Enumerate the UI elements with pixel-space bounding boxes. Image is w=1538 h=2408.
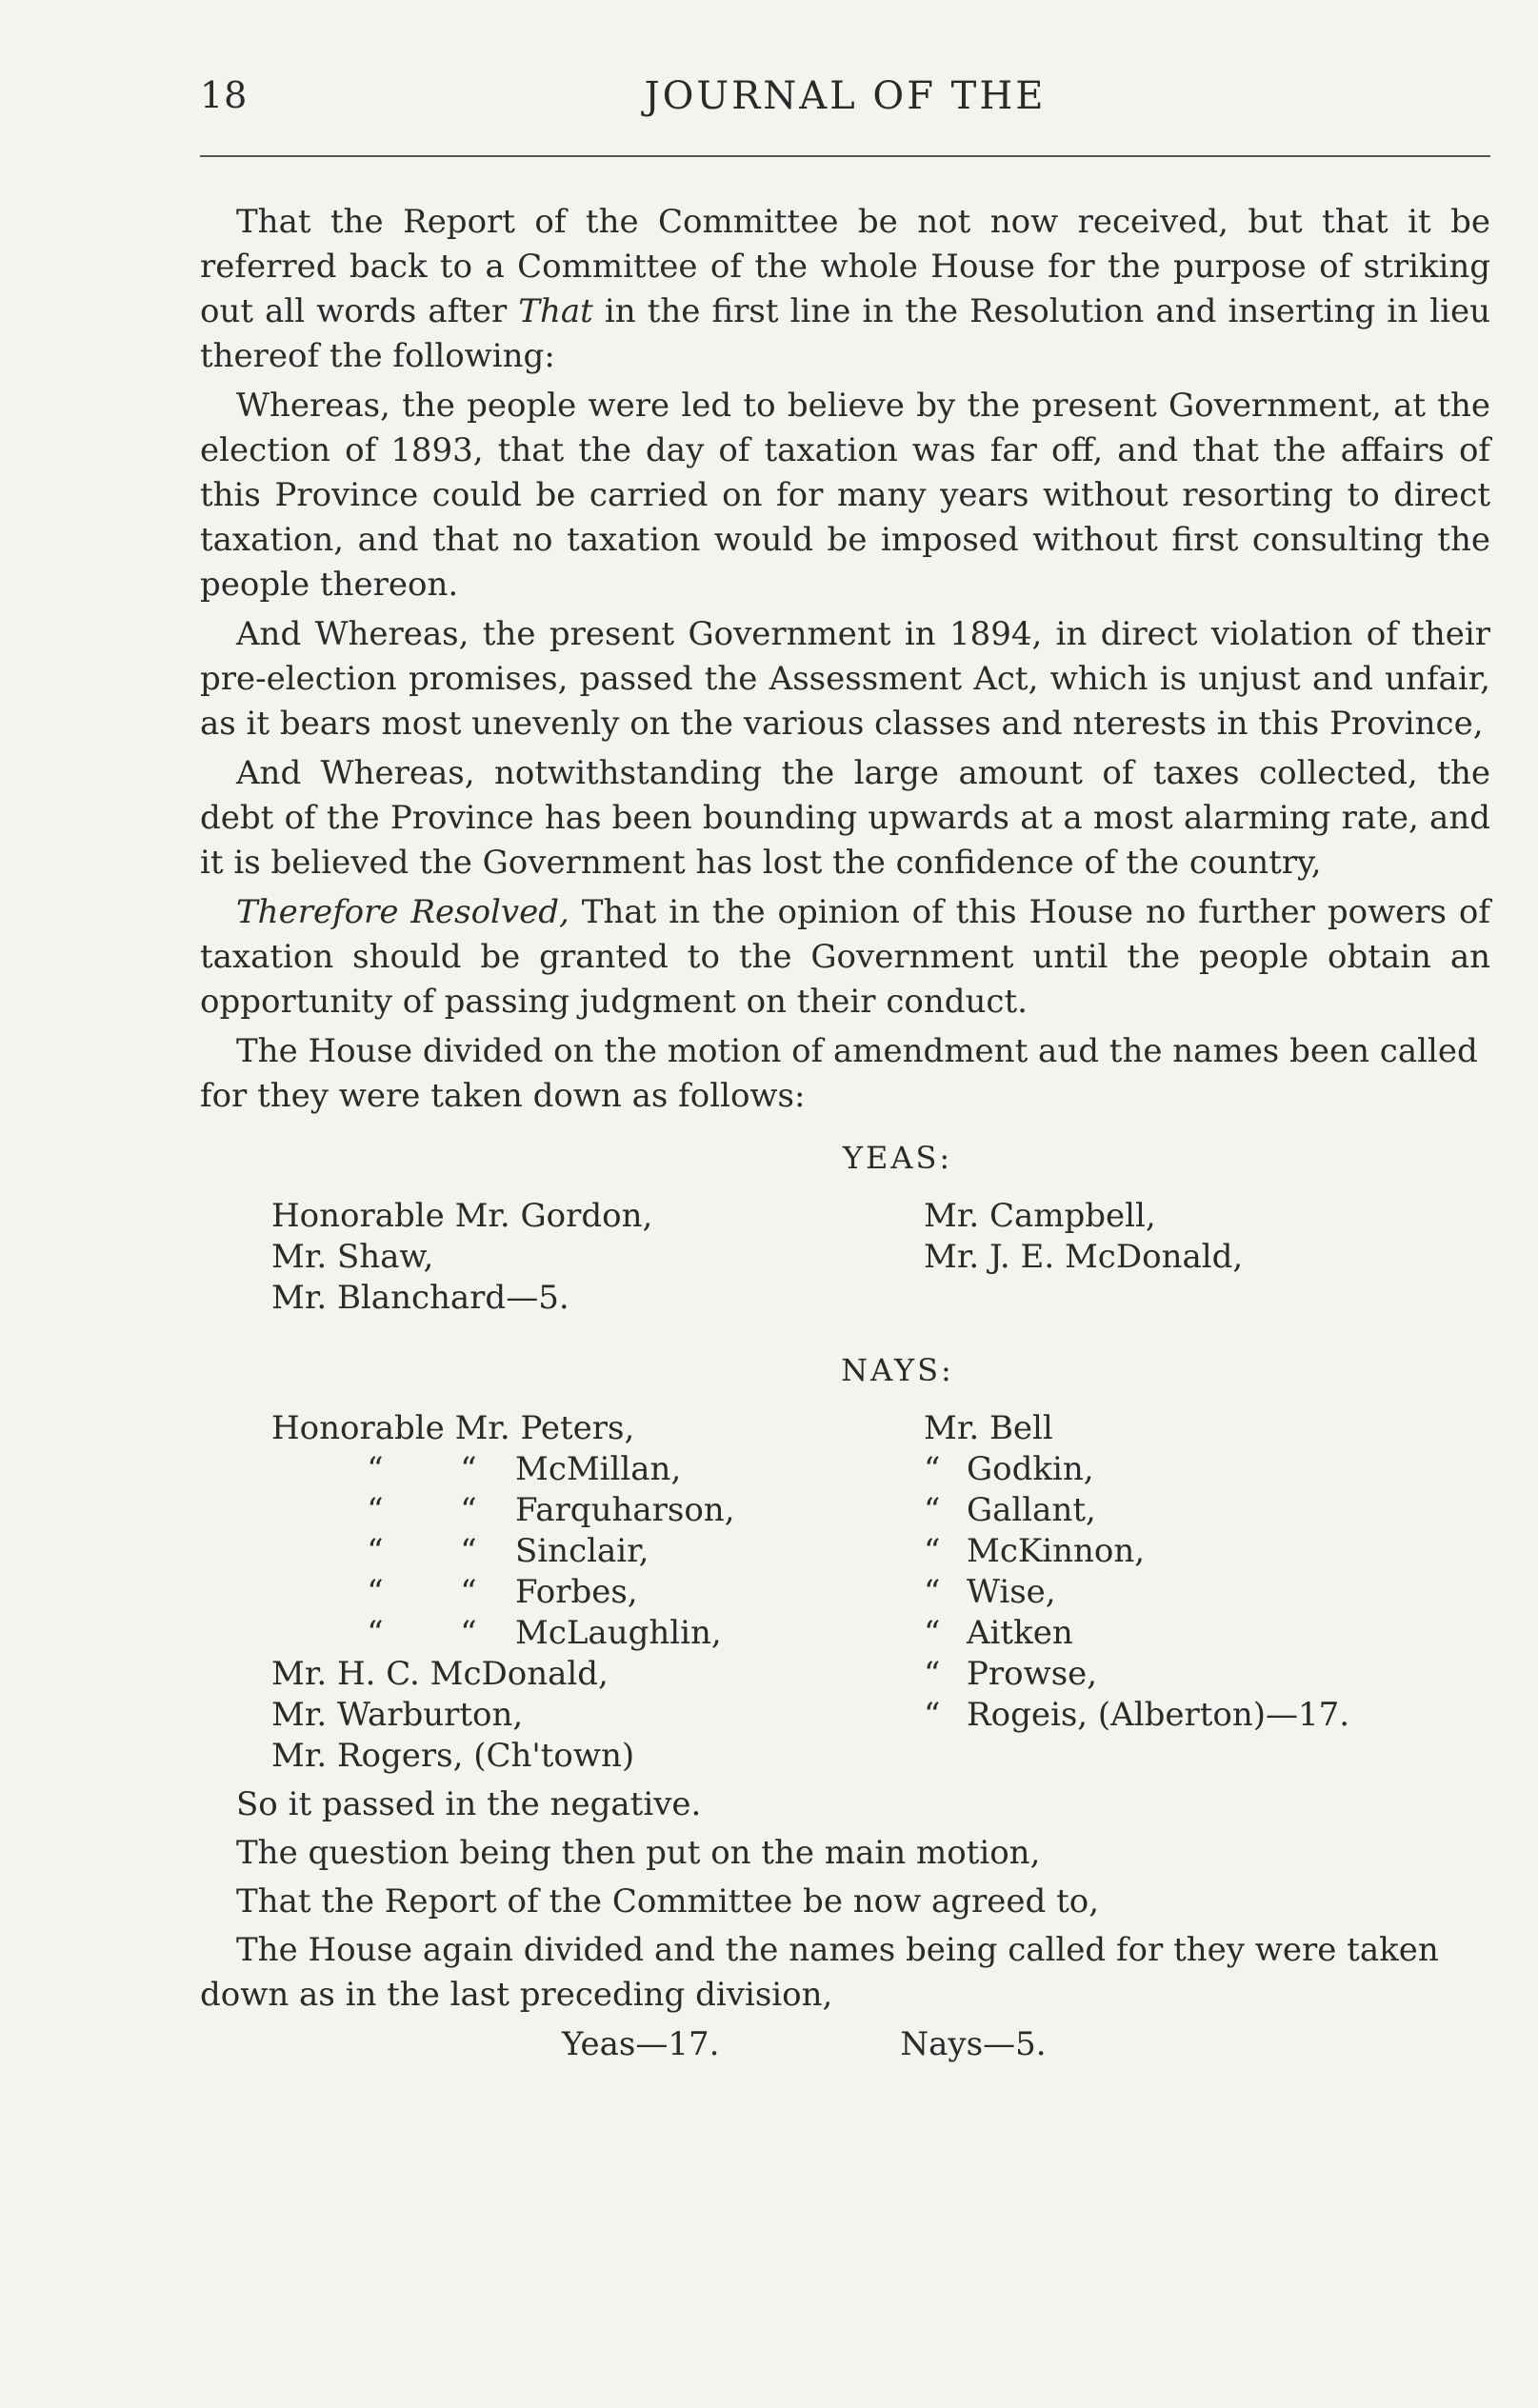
- closing-line-4: The House again divided and the names being called for they were taken down as in the last preceding division,: [200, 1931, 1439, 2014]
- ditto-mark: “: [460, 1573, 477, 1611]
- member-name: Mr. Rogers, (Ch'town): [271, 1737, 635, 1775]
- ditto-mark: “: [460, 1491, 477, 1529]
- member-name: Mr. Blanchard—5.: [271, 1279, 569, 1317]
- member-line: [924, 1488, 1349, 1529]
- member-name: Mr. Shaw,: [271, 1238, 434, 1276]
- paragraph-whereas-3: And Whereas, notwithstanding the large amount of taxes collected, the debt of the Province has been bounding upwards at a most alarming rate, and it is believed the Government has lost the confidence of the country,: [200, 754, 1490, 882]
- member-name: Prowse,: [967, 1655, 1098, 1693]
- member-line: [271, 1488, 735, 1529]
- member-name: Honorable Mr. Peters,: [271, 1409, 635, 1447]
- yeas-right-column: [924, 1194, 1243, 1276]
- member-name: McLaughlin,: [515, 1614, 722, 1652]
- ditto-mark: “: [924, 1655, 941, 1693]
- paragraph-amendment: [200, 200, 1490, 379]
- nays-total: Nays—5.: [900, 2025, 1047, 2063]
- nays-heading: NAYS:: [841, 1352, 954, 1388]
- ditto-mark: “: [924, 1491, 941, 1529]
- member-name: Gallant,: [967, 1491, 1096, 1529]
- paragraph-whereas-2: And Whereas, the present Government in 1894, in direct violation of their pre-election promises, passed the Assessment Act, which is unjust and unfair, as it bears most unevenly on the various classes and nterests in this Province,: [200, 615, 1490, 743]
- member-line: [924, 1652, 1349, 1693]
- member-name: Mr. H. C. McDonald,: [271, 1655, 609, 1693]
- paragraph-text: That in the opinion of this House no further powers of taxation should be granted to the Government until the people obtain an opportunity of passing judgment on their conduct.: [200, 893, 1490, 1021]
- page-number: 18: [200, 74, 249, 116]
- paragraph-resolved: [200, 890, 1490, 1025]
- nays-list: [200, 1406, 1490, 1782]
- ditto-mark: “: [367, 1450, 384, 1488]
- yeas-list: [200, 1194, 1490, 1320]
- ditto-mark: “: [924, 1696, 941, 1734]
- paragraph-whereas-1: Whereas, the people were led to believe by the present Government, at the election of 1893, that the day of taxation was far off, and that the affairs of this Province could be carried on for many years without resorting to direct taxation, and that no taxation would be imposed without first consulting the people thereon.: [200, 387, 1490, 604]
- ditto-mark: “: [924, 1573, 941, 1611]
- header-rule: [200, 155, 1490, 157]
- closing-line-3: That the Report of the Committee be now agreed to,: [236, 1882, 1100, 1920]
- ditto-mark: “: [367, 1573, 384, 1611]
- member-name: Mr. J. E. McDonald,: [924, 1238, 1244, 1276]
- ditto-mark: “: [460, 1614, 477, 1652]
- yeas-heading: YEAS:: [842, 1140, 953, 1176]
- member-name: Godkin,: [967, 1450, 1094, 1488]
- member-name: McMillan,: [515, 1450, 682, 1488]
- member-line: [924, 1693, 1349, 1734]
- member-name: Aitken: [967, 1614, 1073, 1652]
- nays-right-column: [924, 1406, 1349, 1734]
- ditto-mark: “: [924, 1450, 941, 1488]
- member-name: Rogeis, (Alberton)—17.: [967, 1696, 1350, 1734]
- italic-phrase: Therefore Resolved,: [236, 893, 569, 931]
- closing-line-2: The question being then put on the main motion,: [236, 1834, 1041, 1872]
- member-name: Mr. Warburton,: [271, 1696, 524, 1734]
- member-line: [924, 1529, 1349, 1570]
- paragraph-text: That the Report of the Committee be not now received, but that it be referred back to a Committee of the whole House for the purpose of striking out all words after: [200, 203, 1490, 330]
- nays-left-column: [271, 1406, 735, 1775]
- italic-word: That: [518, 292, 593, 330]
- member-line: [271, 1611, 735, 1652]
- member-line: [924, 1611, 1349, 1652]
- member-name: McKinnon,: [967, 1532, 1146, 1570]
- member-name: Mr. Bell: [924, 1409, 1053, 1447]
- yeas-total: Yeas—17.: [562, 2025, 720, 2063]
- member-name: Forbes,: [515, 1573, 638, 1611]
- closing-line-1: So it passed in the negative.: [236, 1785, 702, 1823]
- member-line: [924, 1570, 1349, 1611]
- member-name: Wise,: [967, 1573, 1056, 1611]
- ditto-mark: “: [460, 1532, 477, 1570]
- member-line: [924, 1447, 1349, 1488]
- member-line: [271, 1447, 735, 1488]
- paragraph-text: in the first line in the Resolution and inserting in lieu thereof the following:: [200, 292, 1490, 375]
- running-title: JOURNAL OF THE: [644, 74, 1047, 118]
- division-totals: [562, 2022, 1490, 2067]
- member-line: [271, 1529, 735, 1570]
- ditto-mark: “: [367, 1491, 384, 1529]
- journal-body: [200, 200, 1490, 2067]
- member-name: Mr. Campbell,: [924, 1197, 1156, 1235]
- member-name: Honorable Mr. Gordon,: [271, 1197, 653, 1235]
- ditto-mark: “: [924, 1532, 941, 1570]
- member-line: [271, 1570, 735, 1611]
- member-name: Sinclair,: [515, 1532, 649, 1570]
- yeas-left-column: [271, 1194, 652, 1317]
- page-header: [200, 74, 1490, 131]
- paragraph-division: The House divided on the motion of amendment aud the names been called for they were taken down as follows:: [200, 1032, 1478, 1115]
- ditto-mark: “: [460, 1450, 477, 1488]
- ditto-mark: “: [924, 1614, 941, 1652]
- ditto-mark: “: [367, 1532, 384, 1570]
- member-name: Farquharson,: [515, 1491, 735, 1529]
- ditto-mark: “: [367, 1614, 384, 1652]
